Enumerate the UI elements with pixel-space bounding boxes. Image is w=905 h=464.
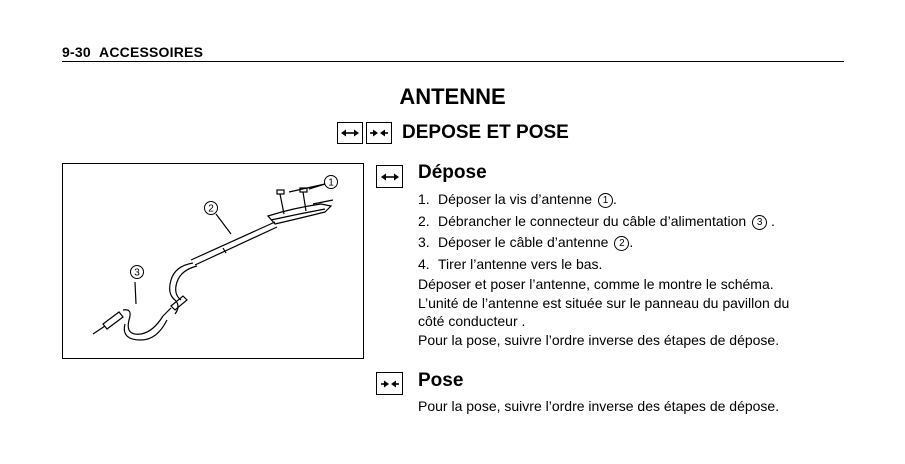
section-name: ACCESSOIRES — [99, 44, 204, 60]
subtitle-row — [337, 120, 569, 146]
step-item: 1. Déposer la vis d’antenne 1 . — [418, 191, 617, 207]
remove-arrows-icon — [376, 165, 403, 188]
callout-1: 1 — [328, 177, 334, 189]
step-item: 2. Débrancher le connecteur du câble d’alimentation 3 . — [418, 212, 775, 229]
page-header — [62, 44, 844, 60]
callout-2: 2 — [208, 203, 214, 215]
callout-ref: 1 — [598, 193, 613, 208]
page-subtitle: DEPOSE ET POSE — [402, 122, 569, 143]
step-item: 3. Déposer le câble d’antenne 2 . — [418, 234, 634, 250]
antenna-diagram — [62, 163, 364, 359]
page-title: ANTENNE — [399, 84, 506, 109]
callout-3: 3 — [134, 267, 140, 279]
step-item: 4. Tirer l’antenne vers le bas. — [418, 255, 603, 272]
depose-title: Dépose — [418, 162, 487, 183]
callout-ref: 2 — [614, 236, 629, 251]
install-arrows-icon — [376, 372, 403, 395]
header-divider — [62, 61, 844, 62]
depose-notes: Déposer et poser l’antenne, comme le montre le schéma. L’unité de l’antenne est située sur le panneau du pavillon du côté conducteur . Pour la pose, suivre l’ordre inverse des étapes de dépose. — [418, 276, 790, 348]
page-number: 9-30 — [62, 44, 91, 60]
remove-arrows-icon — [337, 122, 363, 144]
pose-title: Pose — [418, 370, 464, 391]
install-arrows-icon — [366, 122, 392, 144]
pose-text: Pour la pose, suivre l’ordre inverse des étapes de dépose. — [418, 398, 780, 414]
callout-ref: 3 — [752, 215, 767, 230]
depose-steps — [418, 189, 775, 275]
